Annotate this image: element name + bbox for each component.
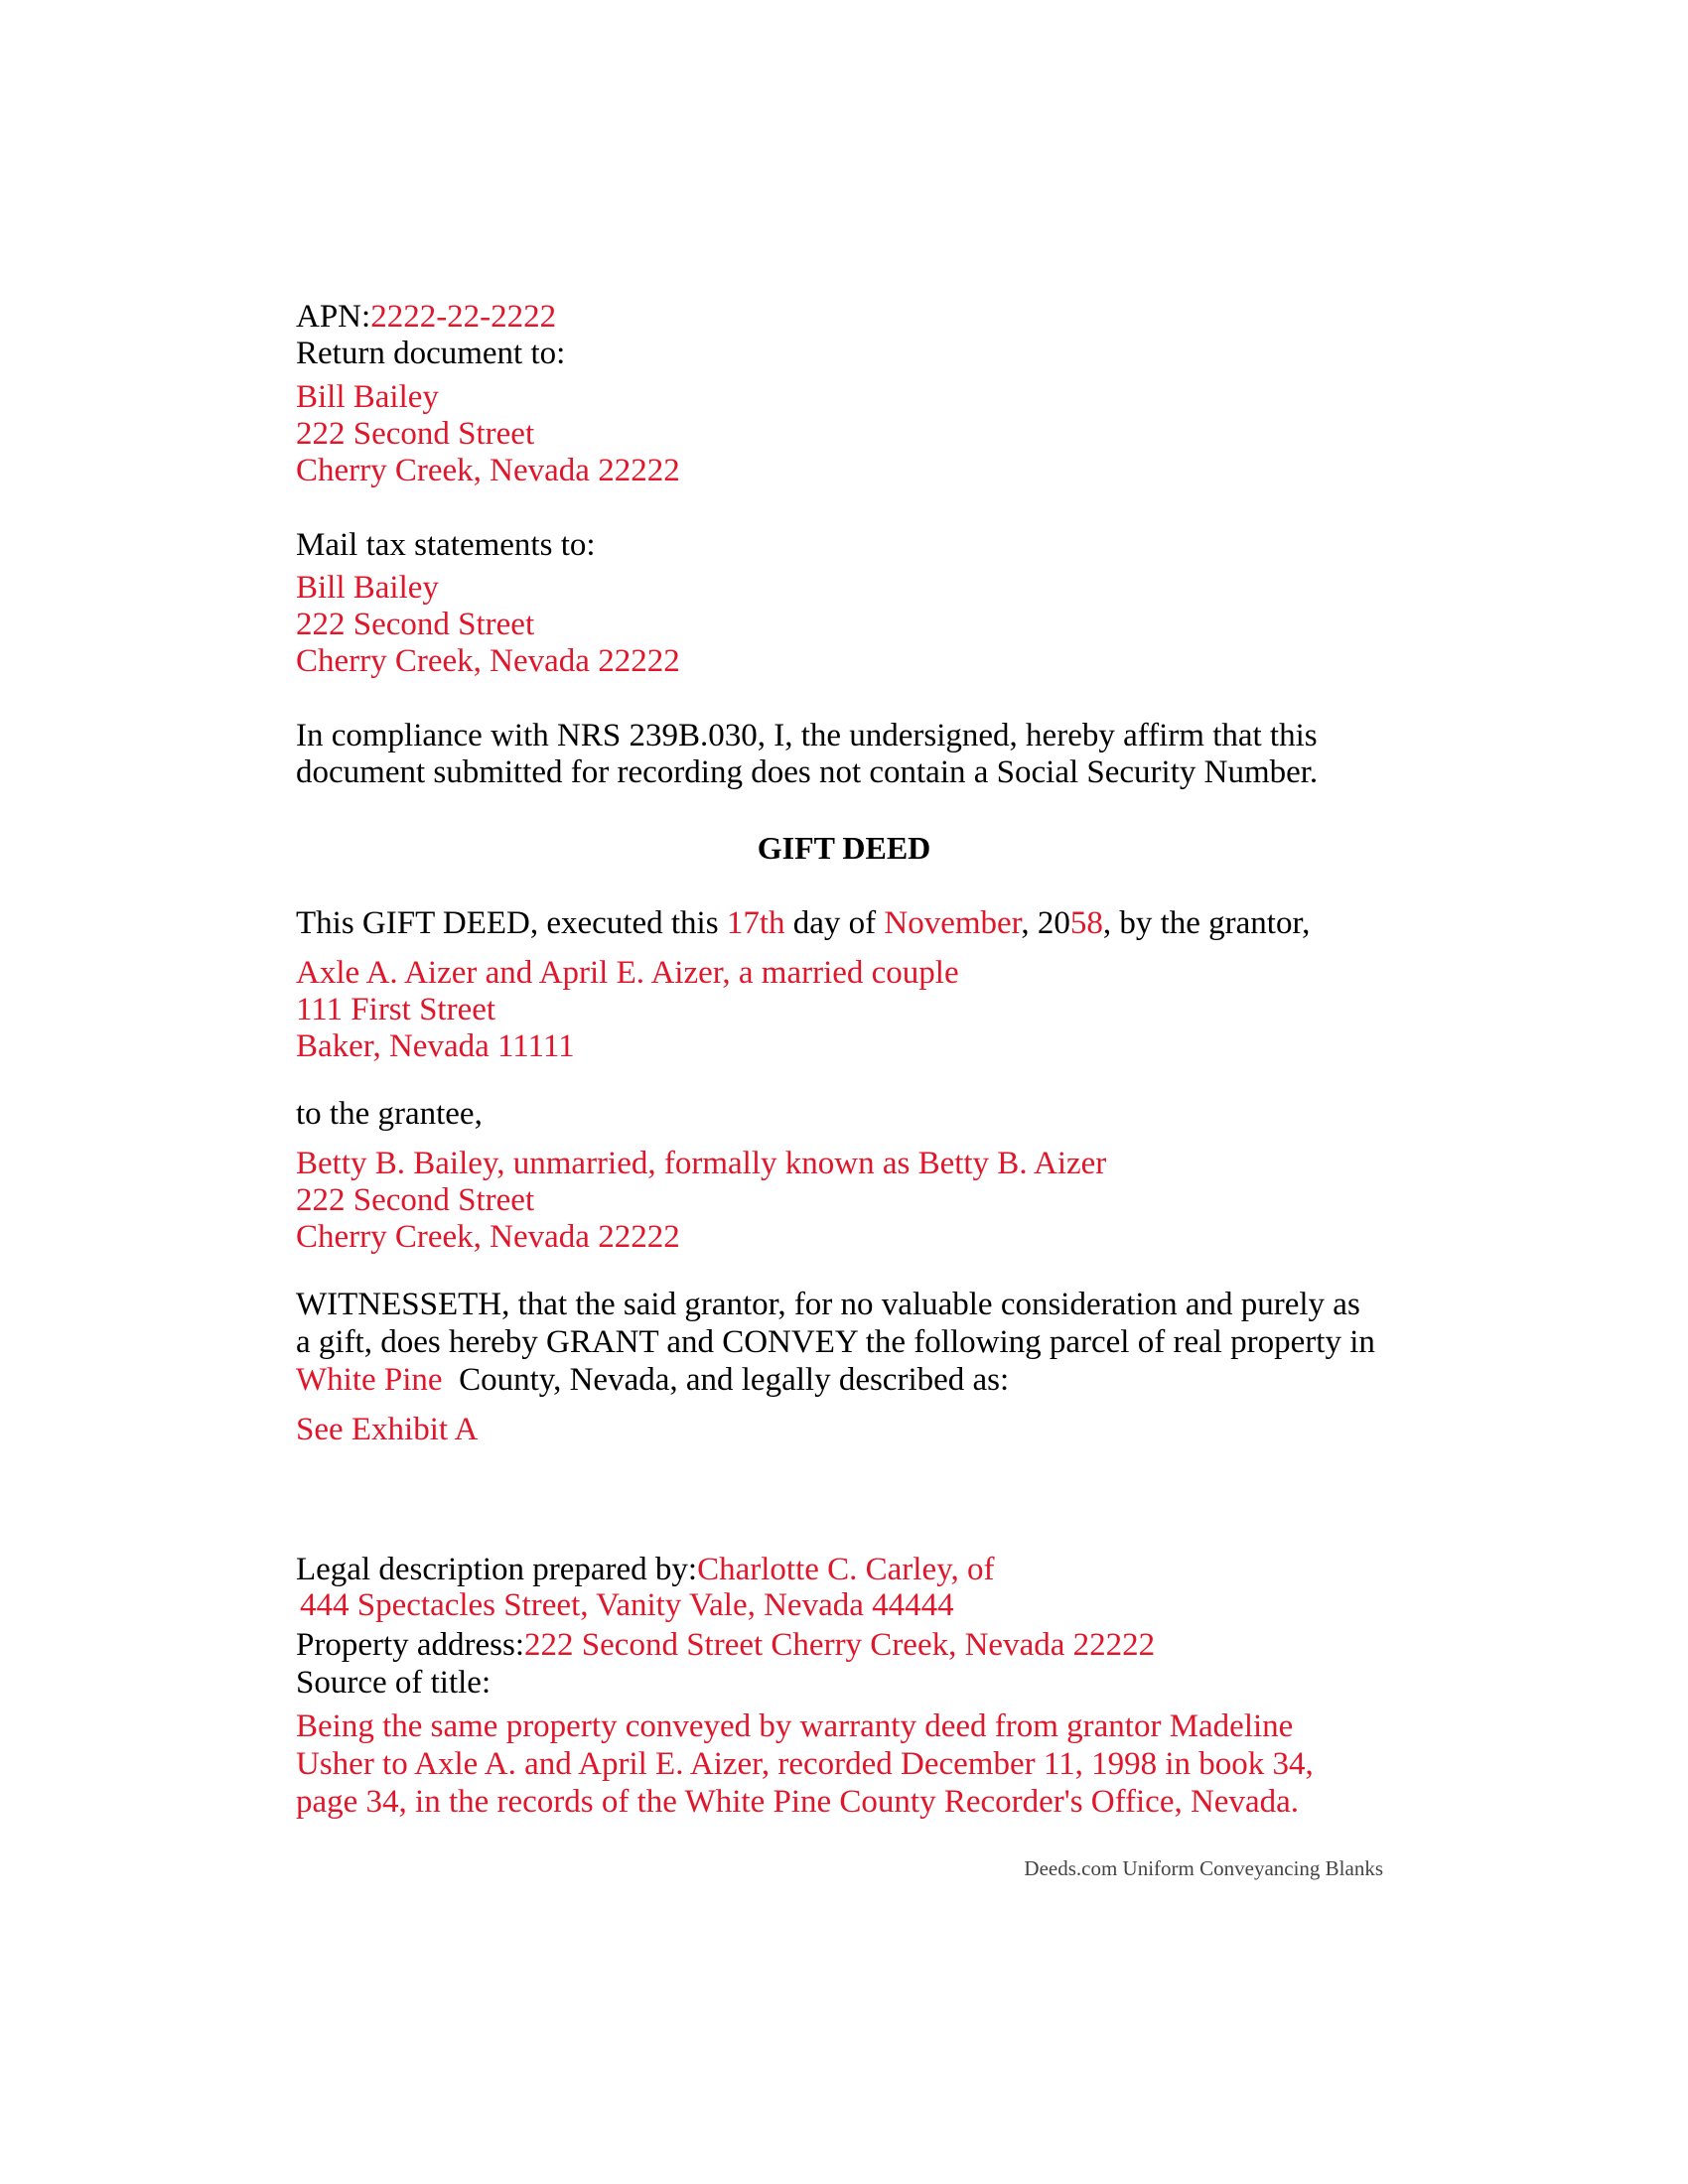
witness-line-2: a gift, does hereby GRANT and CONVEY the following parcel of real property in (296, 1324, 1375, 1360)
source-label: Source of title: (296, 1665, 492, 1701)
deed-title: GIFT DEED (757, 830, 931, 866)
day-of-text: day of (784, 905, 885, 941)
grantor-city: Baker, Nevada 11111 (296, 1028, 575, 1064)
grantee-street: 222 Second Street (296, 1182, 535, 1218)
apn-value: 2222-22-2222 (370, 299, 557, 335)
source-line-3: page 34, in the records of the White Pine County Recorder's Office, Nevada. (296, 1784, 1299, 1820)
execution-day: 17th (726, 905, 785, 941)
to-grantee: to the grantee, (296, 1096, 483, 1132)
intro-suffix: , by the grantor, (1102, 905, 1311, 941)
mail-name: Bill Bailey (296, 570, 439, 606)
source-line-1: Being the same property conveyed by warranty deed from grantor Madeline (296, 1708, 1294, 1744)
grantee-name: Betty B. Bailey, unmarried, formally known as Betty B. Aizer (296, 1146, 1107, 1181)
mail-street: 222 Second Street (296, 607, 535, 642)
return-name: Bill Bailey (296, 379, 439, 415)
return-city: Cherry Creek, Nevada 22222 (296, 453, 680, 488)
footer-text: Deeds.com Uniform Conveyancing Blanks (1024, 1856, 1383, 1880)
mail-city: Cherry Creek, Nevada 22222 (296, 643, 680, 679)
property-address: 222 Second Street Cherry Creek, Nevada 22222 (524, 1627, 1156, 1663)
prepared-label: Legal description prepared by: (296, 1552, 698, 1587)
compliance-line-2: document submitted for recording does not contain a Social Security Number. (296, 754, 1319, 790)
county-suffix: County, Nevada, and legally described as: (442, 1362, 1010, 1398)
source-line-2: Usher to Axle A. and April E. Aizer, recorded December 11, 1998 in book 34, (296, 1746, 1314, 1782)
mail-label: Mail tax statements to: (296, 527, 596, 563)
intro-prefix: This GIFT DEED, executed this (296, 905, 727, 941)
county-line (296, 1361, 1009, 1399)
property-label: Property address: (296, 1627, 525, 1663)
property-line (296, 1626, 1155, 1664)
county-name: White Pine (296, 1362, 443, 1398)
intro-line (296, 904, 1310, 942)
prepared-line (296, 1551, 994, 1588)
execution-month: November (884, 905, 1022, 941)
grantee-city: Cherry Creek, Nevada 22222 (296, 1219, 680, 1255)
return-label: Return document to: (296, 336, 566, 371)
apn-line (296, 298, 556, 336)
apn-label: APN: (296, 299, 371, 335)
execution-year: 58 (1069, 905, 1103, 941)
grantor-street: 111 First Street (296, 992, 496, 1027)
compliance-line-1: In compliance with NRS 239B.030, I, the undersigned, hereby affirm that this (296, 718, 1318, 753)
legal-description: See Exhibit A (296, 1412, 479, 1447)
grantor-name: Axle A. Aizer and April E. Aizer, a married couple (296, 955, 959, 991)
prepared-address: 444 Spectacles Street, Vanity Vale, Nevada 44444 (300, 1587, 954, 1623)
witness-line-1: WITNESSETH, that the said grantor, for no valuable consideration and purely as (296, 1287, 1360, 1322)
prepared-by: Charlotte C. Carley, of (697, 1552, 995, 1587)
return-street: 222 Second Street (296, 416, 535, 452)
year-prefix: , 20 (1021, 905, 1070, 941)
